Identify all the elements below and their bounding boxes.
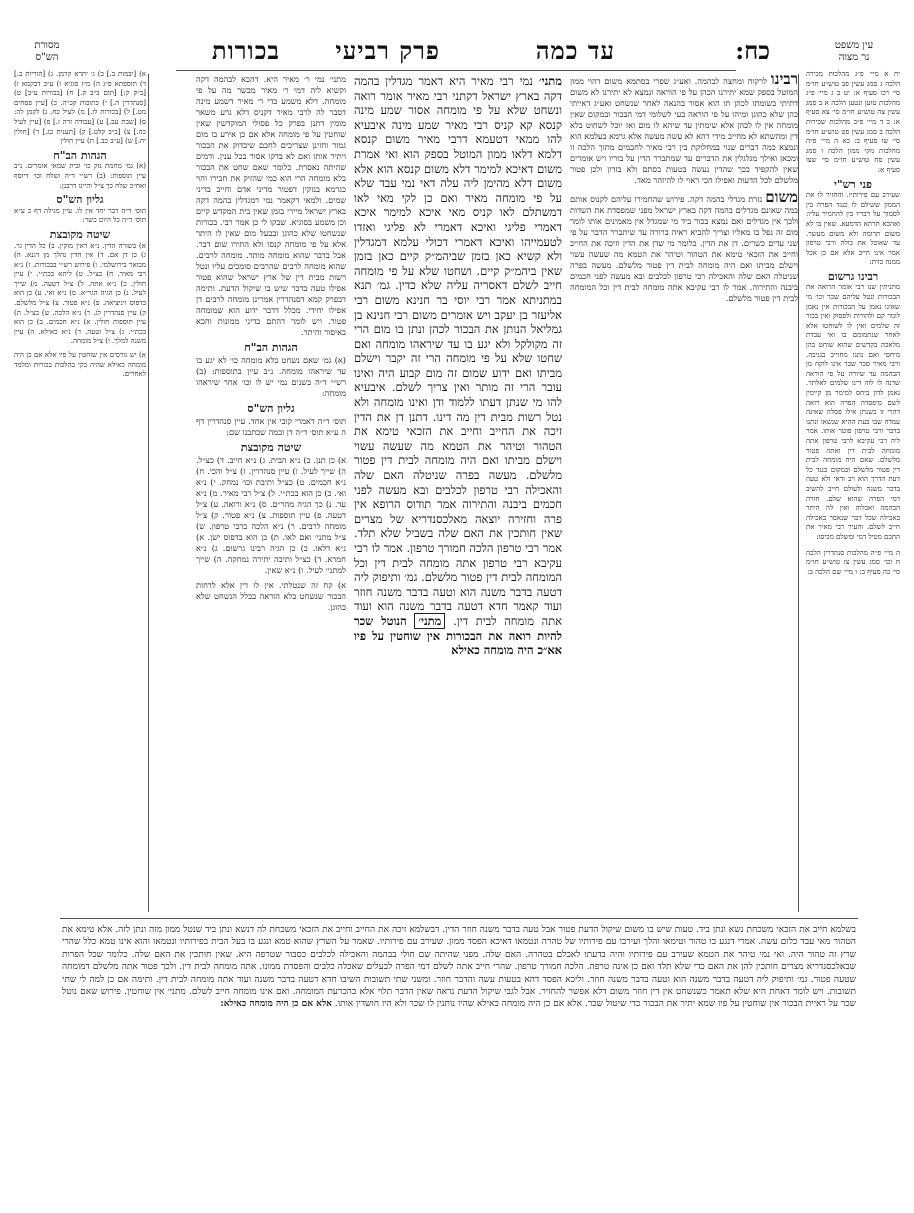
left-hagahot-title: הגהות הב"ח — [53, 148, 107, 162]
penei-rashi-title: פני רש"י — [833, 177, 873, 191]
left-gilyon-text: תוס׳ ד״ה דבר יחד אין לו. עיין מגילה דף כ ע״א תוס׳ ד״ה כל היום כשר: — [14, 206, 146, 225]
left-shita-footer: א) יש גורסים אין שוחטין על פיו אלא אם כן היה מומחה כאילא שהיה בקי בהלכות בכורות ומלמד לאחרים. — [14, 351, 146, 379]
rabbenu-gershom-title: רבינו גרשום — [827, 269, 879, 283]
rashi-mishna-opener: משום — [765, 188, 798, 206]
left-shita-title: שיטה מקובצת — [49, 227, 111, 241]
gemara-closing-text: הנוטל שכר להיות רואה את הבכורות אין שוחטין על פיו אא״כ היה מומחה כאילא — [354, 613, 562, 658]
rabbenu-gershom-text: מתניתין שנו רבי אומר הרואה את הבכורות ונטל עליהם שכר וכו׳ מי שאינו נאמן על הבכורות אין נאמן לומר קם ולהורות ולפסוק ואין בכור זה שלמים ואין לו לשוחטו אלא לאחר שנתמומם בו ואי עבדת מלאכה בקדשים שהוא שוחט בהן מיחסי ואם נתנו מחוייב בגניבה. ורבי מאיר סבר שכר אינו לוקח מן הבהמה עד שיורה על פי הוראה שדנה לו לזה דינו שלמים לאלתר. נאמן לדון ביחס למימר מן קיימין לשם מיפסדה הפרה הוא רואה דהרי זו כשנתן אילו פסלה שאינה עמדה שבו בעת ההיא שנשאו ונתנו בדבר ורבי טרפון פוטר אותו. אמר ליה רבי עקיבא לרבי טרפון אתה מומחה לבית דין ואתה פטור מלשלם. שאם היה מומחה לבית דין פטור מלשלם ובמקום כנגד כל דעת הדרך הוא רב ודאי ולא טעה בדבר משנה ולעולם חייב להשיב דמי הפרה שהוא שלם. חזרה הבהמה ואכלוה ואין לה היתר באכילה שכל דבר שנאסר באכילה חייב לשלם. והעיר רבי מאיר את החכם מטיל דמי ומשלם מכיסו: — [806, 283, 900, 541]
ein-mishpat-text: יח א מיי׳ פ״ג מהלכות מכירה הלכה ג סמג עשין פב טוש״ע חו״מ סי׳ רכו סעיף א: יט ב ג מיי׳ פ״ג מהלכות טוען ונטען הלכה א ב סמג עשין צה טוש״ע חו״מ סי׳ צא סעיף א: כ ד מיי׳ פ״ב מהלכות שכירות הלכה ב סמג עשין פט טוש״ע חו״מ סי׳ שו סעיף ב: כא ה מיי׳ פ״ה מהלכות נזקי ממון הלכה ו סמג עשין סח טוש״ע חו״מ סי׳ שצו סעיף א: — [806, 70, 900, 174]
left-gilyon-title: גליון הש"ס — [56, 193, 104, 207]
gemara-text-b: ושחטו שלא על פי מומחה חייב לשלם דאסריה עליה שלא כדין. גמ׳ תנא במתניתא אמר רבי יוסי בר חנינא משום רבי אליעזר בן יעקב ויש אומרים משום רבי חנינא בן גמליאל הנותן את הבכור לכהן ונתן בו מום הרי זה מקולקל ולא יגע בו עד שיראהו מומחה ואם שחטו שלא על פי מומחה הרי זה יקבר וישלם מביתו ואם ידוע שמום זה מום קבוע היה ואינו עובר הרי זה מותר ואין צריך לשלם. איבעיא להו מי שנתן דעתו ללמוד ודן ואינו מומחה ולא נטל רשות מבית דין מה דינו. — [354, 263, 562, 424]
left-hagahot-text: (א) גמ׳ מחמת נזק כו׳ ובית שמאי אומרים. נ״ב עיין תוספות: (ב) רש״י ד״ה ושלח וכו׳ דיוסף ואח״כ שלח כך צ״ל והיינו דרבנן: — [14, 162, 146, 190]
gemara-mishna-label: מתני׳ — [538, 74, 562, 88]
ein-mishpat-header-text: עין משפט נר מצוה — [834, 40, 874, 63]
rashi-column — [570, 74, 798, 910]
header-chapter: פרק רביעי — [335, 36, 440, 65]
rule-right-margin — [798, 74, 799, 912]
tosafot-shita-title: שיטה מקובצת — [240, 441, 302, 454]
left-shita-text: א) בשורה הדין. נ״א דאין מוקין. ב) כל הדין גר. ג) כן דן אם. ד) אין הדין נהלך מן דגנא. ה) מבואר בירושלמי. ו) פירוש רש״י בבכורות. ז) נ״א רבי מאיר. ח) כצ״ל. ט) ליתא בכת״י. י) עיין חולין. כ) נ״א אתה. ל) צ״ל דטעה. מ) שייך לעיל. נ) כן הגיה הגר״א. ס) נ״א ואי. ע) כן הוא בדפוס ויניציאה. פ) נ״א פטור. צ) צ״ל מלשלם. ק) עיין סנהדרין לג. ר) נ״א הלכה. ש) כצ״ל. ת) עיין תוספות חולין. א) נ״א חכמים. ב) כן הוא בכת״י. ג) צ״ל וטעה. ד) נ״א כאילא. ה) עיין משנה למלך. ו) צ״ל מומחה. — [14, 241, 146, 346]
right-margin-column — [806, 70, 900, 912]
bottom-commentary — [62, 924, 856, 1202]
header-title-phrase: עד כמה — [535, 36, 615, 65]
gemara-column — [354, 74, 562, 910]
rashi-mishna-text: נזרת מגדלי בהמה דקה. פירוש שהחמירו עליהם לקנוס אותם במה שאינם מגדלים בהמה דקה בארץ ישראל מפני שמפסדת את השדות ולכך אין מגדלים ואם נמצא בכור ביד מי שמגדל אין מאמינים אותו לומר מום זה נפל בו מאליו וצריך להביא ראיה ברורה עד שיתברר הדבר על פי שני עדים כשרים. דן את הדין. כלומר מי שדן את הדין וזיכה את החייב וחייב את הזכאי טימא את הטהור וטיהר את הטמא מה שעשה עשוי וישלם מביתו ואם היה מומחה לבית דין פטור מלשלם. מעשה בפרה שניטלה האם שלה והאכילה רבי טרפון לכלבים ובא מעשה לפני חכמים ביבנה והתירוה. אמר לו רבי עקיבא אתה מומחה לבית דין וכל המומחה לבית דין פטור מלשלם. — [570, 194, 798, 303]
tosafot-gilyon-title: גליון הש"ס — [247, 402, 295, 415]
header-rule — [176, 70, 736, 71]
tosafot-column — [196, 74, 346, 910]
left-margin-column — [14, 70, 146, 912]
bottom-commentary-text: בשלמא חייב את הזכאי משכחת נשא ונתן ביד. טעות שיש בו משום שיקול הדעת פטור אבל טעה בדבר משנה חוזר הדין. דבשלמא זיכה את החייב וחייב את הזכאי משכחת לה דנשא ונתן ביד שנטל ממון מזה ונתן לזה. אלא טימא את הטהור מאי עבד כלום עשה. אמרי דנגע בו טהור וטימאו והלך ועירבו עם פירותיו של טהרה ונטמאו דאיכא הפסד ממון. שעירב עם פירותיו. שאמר על השרץ שהוא טמא ונגע בו בעל הבית בפירותיו ונטמאו והוא אינו טמא כלל שהרי שרץ זה טהור היה. ואי נמי טיהר את הטמא שעירב עם פירותיו והיה בדעתו לאכלם בטהרה. האם שלה. מפני שהיתה שם חולי בבהמה והאכילה לכלבים כסבור שטרפה היא. שאין חותכין את האם שלה. כלומר שכל הפרות שבאלכסנדריא מצרים חותכין להן את האם כדי שלא תלד ואם כן אינה טרפה. הלכה חמורך טרפון. שהרי חייב אתה לשלם דמי הפרה לבעלים שאכלה כלבים והפסדת ממונו. אתה מומחה לבית דין. ולכך פטור אתה מלשלם דמומחה שטעה פטור. גמ׳ ותיפוק ליה דטעה בדבר משנה הוא וטעה בדבר משנה חוזר. וליכא הפסד דהא בטעות עשה והדבר חוזר. ומשני שתי תשובות השיבו חדא דטעה בדבר משנה ועוד אתה מומחה לבית דין. ותימה אם כן למה לי שתי תשובות. ויש לומר דאחת היא שלא תאמר כשנשחט אין דין חוזר משום דלא אפשר להחזיר. אבל לגבי שיקול הדעת נראה שאין הדבר תלוי אלא בהכרעת המומחה. ואם אינו מומחה חייב לשלם. מתני׳ אין שוחטין. פירוש שאם נוטל שכר על ראיית הבכור אין שוחטין על פיו שמא יתיר את הבכור כדי שיטול שכר. אלא אם כן היה מומחה כאילא שהיו נותנין לו שכר ולא היו חושדין אותו. — [62, 925, 856, 1010]
right-margin-footnote: ה מיי׳ פ״ה מהלכות סנהדרין הלכה ח וכו׳ סמג עשין צז טוש״ע חו״מ סי׳ כה סעיף ב: ו מיי׳ שם הלכה ב: — [806, 548, 900, 576]
rashi-text: לרקוח ומחצה לבהמה. ואע״ג שפרי בסתמא משום דהוי ממון המוטל בספק שמא יתירנו הכהן על פי הוראה ונמצא לא יתירנו לא משום דתיתי בשומתו לכהן תו הוא אסור בהנאה לאחר שנשחט ואע״ג דאייתי כהן שלא כהוגן ומיהו על פי הוראה בעי לשלומי דמי הבכור ובמקום שאין מומחה אין לו לכהן אלא שימתין עד שיהא לו מום ואז יוכל לשחוט בלא דין ומהשתא לא מחייב מידי דהא לא עשה מעשה אלא גרמא בעלמא הוא ונמצא כמה דברים שנוי במחלוקת בין רבי מאיר לחכמים מתוך הלכה זו ומכאן ואילך מגלגלין את הדברים עד שמתברר הדין על בוריו ויש אומרים שאין להקפיד בכך שהדין נעשה בטעות בסתם ולא בזדון ולכן פטור מלשלם לכל הדעות ואפילו הכי ראוי לו להיזהר מאד. — [570, 76, 798, 185]
masoret-header-text: מסורת הש"ס — [34, 40, 60, 63]
gemara-text-c: דתנן דן את הדין זיכה את החייב וחייב את הזכאי טימא את הטהור וטיהר את הטמא מה שעשה עשוי וישלם מביתו ואם היה מומחה לבית דין פטור מלשלם. מעשה בפרה שניטלה האם שלה והאכילה רבי טרפון לכלבים ובא מעשה לפני חכמים ביבנה והתירוה אמר תודוס הרופא אין פרה וחזירה יוצאה מאלכסנדריא של מצרים שאין חותכין את האם שלה בשביל שלא תלד. אמר רבי טרפון הלכה חמורך טרפון. אמר לו רבי עקיבא רבי טרפון אתה מומחה לבית דין וכל המומחה לבית דין פטור מלשלם. גמ׳ ותיפוק ליה דטעה בדבר משנה הוא וטעה בדבר משנה חוזר ועוד קאמר חדא דטעה בדבר משנה הוא ועוד אתה מומחה לבית דין. — [354, 409, 562, 628]
gemara-text-a: נמי רבי מאיר היא דאמר מגדלין בהמה דקה בארץ ישראל דקתני רבי מאיר אומר רואה ונשחט שלא על פי מומחה אסור שמע מינה קנסא קא קניס רבי מאיר שמע מינה איבעיא להו ממאי דטעמא דרבי מאיר משום קנסא דלמא דלאו ממון המוטל בספק הוא ואי אמרת משום דאיכא למימר דלא משום קנסא הוא אלא משום דלא מהימן ליה עלה דאי נמי עבד שלא על פי מומחה מאיר ואם כן לקי מאי לאו דמשתלם לאו קניס מאי איכא למימר איכא דאמרי פליגי ואיכא דאמרי לא פליגי ואזדו לטעמייהו ואיכא דאמרי דכולי עלמא דמגדלין ולא קשיא כאן בזמן שביהמ״ק קיים כאן בזמן שאין ביהמ״ק קיים. — [354, 74, 562, 278]
tosafot-gilyon-text: תוס׳ ד״ה דאמרי קובי אין אחד. עיין סנהדרין דף ה ע״א תוס׳ ד״ה דן ובמה שכתבנו שם: — [196, 416, 346, 437]
tosafot-text: מתני׳ נמי ר׳ מאיר היא. דהכא לבהמה דקה וקשיא ליה דמי ר׳ מאיר מבשר מה על פי מומחה. דלא משמע כדי ר׳ מאיר דשמע מינה דסבר לה לרבי מאיר דקניס דלא גרע משאר מומין דתנן בפרק כל פסולי המוקדשין שאין שוחטין על פי מומחה אלא אם כן אירע בו מום גמור וחזינן שצריכים לחכם שיבדוק את הבכור ויתיר אותו ואם לא בדקו אסור בכל ענין. ודמים שהיתה נאסרת. כלומר שאם שחט את הבכור בלא מומחה הרי הוא כמי שהזיק את חבירו והוי כגרמא בנזקין דפטור מדיני אדם וחייב בדיני שמים. ולמאי דקאמר נמי דמגדלין בהמה דקה בארץ ישראל מיירי בזמן שאין בית המקדש קיים וכן משמע בסוגיא. שבקו לי כן אמר רבי. בכורות שנשחטו שלא כהוגן ובבעל מום שאין לו היתר אלא על פי מומחה קנסו ולא התירו שום דבר. אבל בדבר שהוא מומחה מותר. מומחה לרבים. שהוא מומחה לרבים שהרבים סומכים עליו ונטל רשות מבית דין של ארץ ישראל שהוא פטור אפילו טעה בדבר שיש בו שיקול הדעת. ותימה דבפרק קמא דסנהדרין אמרינן מומחה לרבים דן אפילו יחידי. מכלל דדבר ידוע הוא שמומחה פטור. ויש לומר דהתם בדיני ממונות והכא באיסור והיתר. — [196, 74, 346, 337]
bottom-commentary-closing: אלא אם כן היה מומחה כאילא: — [220, 999, 332, 1010]
folio-number: כח: — [735, 36, 770, 65]
rashi-opener: רבינו — [770, 74, 798, 88]
page-header — [60, 36, 860, 64]
penei-rashi-text: שעירב עם פירותיו. והחזיר לו את הממון ששילם לו כנגד הפרה בין לסמוך על דבריו בין להחמיר עליו: ואהכא תרתא הדמעא. שאין בו לא משום תרומה ולא משום מעשר. עד שאוכל את כולה ורבי טרפון אמר אינו חייב אלא אם כן אכל ממנה כזית: — [806, 191, 900, 267]
rule-left-margin — [148, 74, 149, 912]
bottom-rule — [60, 918, 858, 919]
header-tractate: בכורות — [211, 36, 280, 65]
masoret-text: א) [יבמות ב.] ב) ג׳ יתרא קרמן. ג) [הוריות ב.] ד) תוספתא פ״ג ה) מ״ז סוגיא ו) ע״ב דבקמא ז) [ב״ק ק:] [תום ב״ב ק.] ח) [בכורות ע״ב] ט) [סנהדרין ה.] י) כתובות קכ״ה. כ) [עיין פסחים מט.] ל) [בכורות לו.] מ) לעיל כח. נ) לקמן לה: ס) [שבת עב.] ע) [עבודה זרה ז.] פ) [עיין לעיל כה.] צ) [ב״ב קלט.] ק) [תענית כג.] ר) [חולין יח.] ש) [ע״ב כב.] ת) עיין חולין — [14, 70, 146, 146]
gemara-closing-label: מתני׳ — [414, 613, 445, 629]
tosafot-hagahot-title: הגהות הב"ח — [244, 341, 298, 354]
tosafot-hagahot-text: (א) גמ׳ שאם נשחט בלא מומחה כו׳ לא יגע בו עד שיראהו מומחה. נ״ב עיין בתוספות: (ב) רש״י ד״ה בשנים נמי יש לו וכו׳ אחר שיראהו מומחה: — [196, 355, 346, 398]
tosafot-shita-text: א) כן תנן. ב) נ״א הבית. ג) נ״א חייב. ד) כצ״ל. ה) שייך לעיל. ו) עיין סנהדרין. ז) צ״ל והכי. ח) נ״א חכמים. ט) כצ״ל ותיבת וכו׳ נמחק. י) נ״א ואי. כ) כן הוא בכת״י. ל) צ״ל רבי מאיר. מ) נ״א עד. נ) כך הגיה מהר״ם. ס) נ״א ורואה. ע) צ״ל דטעה. פ) עיין תוספות. צ) נ״א פטור. ק) צ״ל מומחה לרבים. ר) נ״א הלכה כרבי טרפון. ש) צ״ל מתני׳ ואם לאו. ת) כן הוא בדפוס ישן. א) נ״א דלאו. ב) כן הגיה רבינו גרשום. ג) נ״א חמרא. ד) כצ״ל ותיבה יתירה נמחקה. ה) שייך למתני׳ לעיל. ו) נ״א שאין. — [196, 455, 346, 575]
tosafot-shita-footer: א) קח זה שנטלתי. אין לו דין אלא לדחות הבכור שנשחט בלא הוראה בכלל הנשחט שלא כהוגן. — [196, 580, 346, 612]
